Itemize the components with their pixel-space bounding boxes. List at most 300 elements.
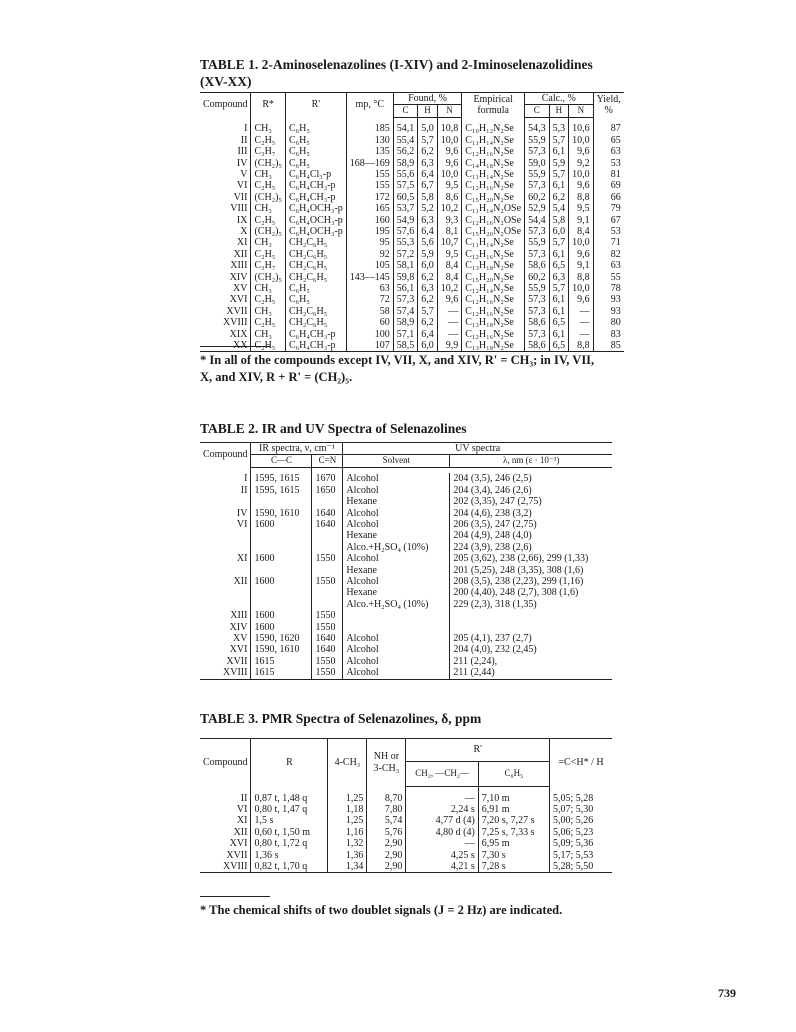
- table-row: [200, 565, 612, 576]
- t3-cell-r: 0,60 t, 1,50 m: [251, 827, 328, 838]
- t1-cell-r: CH₃: [251, 306, 286, 317]
- t2-cell-cc: 1600: [251, 553, 312, 564]
- t2-cell-uv: 208 (3,5), 238 (2,23), 299 (1,16): [453, 575, 584, 587]
- t2-cell-solvent: Alcohol: [343, 473, 450, 484]
- t1-cell-compound: XVIII: [200, 317, 251, 328]
- t1-cell-calc-c: 59,0: [525, 158, 550, 169]
- t1-cell-calc-c: 57,3: [525, 226, 550, 237]
- t2-cell-uv: 224 (3,9), 238 (2,6): [453, 541, 532, 553]
- t1-cell-r: (CH₂)₅: [251, 226, 286, 237]
- t3-cell-nh: 5,74: [367, 815, 406, 826]
- t1-cell-yield: 79: [610, 203, 621, 215]
- t1-cell-calc-c: 57,3: [525, 146, 550, 157]
- t1-cell-found-c: 58,9: [393, 158, 418, 169]
- t1-sub-n2: N: [569, 105, 594, 117]
- t3-cell-vinyl: 5,28; 5,50: [550, 861, 613, 873]
- t2-cell-cc: 1600: [251, 519, 312, 530]
- t1-cell-formula: C₁₀H₁₂N₂Se: [462, 123, 525, 134]
- t2-cell-cc: [251, 587, 312, 598]
- t1-cell-calc-c: 57,3: [525, 329, 550, 340]
- page-number: 739: [718, 986, 736, 1000]
- t1-cell-mp: 165: [346, 203, 393, 214]
- t2-cell-solvent: Hexane: [343, 565, 450, 576]
- t1-cell-formula: C₁₁H₁₄N₂Se: [462, 135, 525, 146]
- t2-cell-uv: 204 (4,9), 248 (4,0): [453, 530, 532, 542]
- table-row: [200, 260, 624, 271]
- t1-cell-found-h: 6,0: [418, 260, 438, 271]
- t3-cell-compound: XI: [200, 815, 251, 826]
- table-row: [200, 226, 624, 237]
- t1-cell-mp: 107: [346, 340, 393, 352]
- t2-cell-cc: 1595, 1615: [251, 485, 312, 496]
- t3-cell-ch2: —: [406, 793, 478, 804]
- t1-cell-calc-h: 6,0: [549, 226, 569, 237]
- t1-cell-calc-c: 55,9: [525, 237, 550, 248]
- t1-cell-mp: 195: [346, 226, 393, 237]
- t2-cell-compound: XII: [200, 576, 251, 587]
- t3-sub-ch2: CH₂, —CH₂—: [406, 762, 478, 787]
- t1-cell-formula: C₁₁H₁₄N₂Se: [462, 169, 525, 180]
- t1-cell-found-c: 56,2: [393, 146, 418, 157]
- t2-cell-cc: [251, 565, 312, 576]
- t2-cell-solvent: Alcohol: [343, 656, 450, 667]
- t3-cell-4ch3: 1,25: [328, 793, 367, 804]
- table-row: [200, 203, 624, 214]
- t1-cell-mp: 185: [346, 123, 393, 134]
- t1-cell-r-prime: C₆H₄CH₃-p: [285, 192, 346, 203]
- t2-cell-uv: 206 (3,5), 247 (2,75): [453, 518, 537, 530]
- t1-cell-yield: 80: [610, 317, 621, 329]
- t1-cell-calc-c: 55,9: [525, 283, 550, 294]
- t1-cell-calc-h: 6,5: [549, 260, 569, 271]
- t2-cell-compound: XV: [200, 633, 251, 644]
- t2-cell-cn: 1550: [312, 610, 343, 621]
- t1-cell-r: CH₃: [251, 123, 286, 134]
- t1-cell-yield: 93: [610, 305, 621, 317]
- t1-cell-calc-h: 6,5: [549, 340, 569, 352]
- t1-cell-yield: 66: [610, 191, 621, 203]
- t1-header-compound: Compound: [200, 93, 251, 118]
- t2-cell-cn: [312, 530, 343, 541]
- t3-cell-compound: VI: [200, 804, 251, 815]
- t1-cell-mp: 100: [346, 329, 393, 340]
- t1-cell-calc-n: —: [569, 306, 594, 317]
- t3-header-compound: Compound: [200, 739, 251, 787]
- t3-cell-4ch3: 1,18: [328, 804, 367, 815]
- t1-cell-compound: X: [200, 226, 251, 237]
- t1-cell-calc-n: 9,2: [569, 158, 594, 169]
- t2-cell-solvent: Hexane: [343, 496, 450, 507]
- t1-cell-found-h: 5,6: [418, 237, 438, 248]
- t1-cell-yield: 53: [610, 157, 621, 169]
- t1-cell-found-c: 58,1: [393, 260, 418, 271]
- t3-cell-ch2: 4,21 s: [406, 861, 478, 873]
- t3-footnote-rule: [200, 896, 270, 897]
- t1-cell-calc-c: 54,3: [525, 123, 550, 134]
- t1-cell-calc-n: 9,6: [569, 294, 594, 305]
- t1-cell-calc-h: 6,2: [549, 192, 569, 203]
- t2-cell-cn: 1640: [312, 519, 343, 530]
- t1-cell-yield: 63: [610, 146, 621, 158]
- t2-cell-uv: 205 (3,62), 238 (2,66), 299 (1,33): [453, 553, 589, 565]
- t1-cell-r-prime: C₆H₄CH₃-p: [285, 340, 346, 352]
- table-row: [200, 644, 612, 655]
- t1-cell-found-n: 8,4: [437, 272, 462, 283]
- t1-cell-found-h: 5,0: [418, 123, 438, 134]
- t2-cell-compound: [200, 587, 251, 598]
- t1-cell-found-n: 9,6: [437, 294, 462, 305]
- t1-cell-found-n: 10,0: [437, 135, 462, 146]
- t1-cell-found-h: 6,4: [418, 329, 438, 340]
- t1-cell-formula: C₁₂H₁₆N₂Se: [462, 294, 525, 305]
- t1-cell-found-n: —: [437, 317, 462, 328]
- t2-cell-uv: 201 (5,25), 248 (3,35), 308 (1,6): [453, 564, 584, 576]
- t3-cell-c6h5: 7,10 m: [478, 793, 549, 804]
- t1-cell-calc-h: 6,5: [549, 317, 569, 328]
- t1-cell-yield: 53: [610, 225, 621, 237]
- t1-header-yield: Yield, %: [593, 93, 624, 118]
- t2-cell-cn: 1550: [312, 656, 343, 667]
- t1-cell-calc-n: 9,6: [569, 249, 594, 260]
- t1-cell-found-h: 5,9: [418, 249, 438, 260]
- t1-cell-calc-n: 9,1: [569, 260, 594, 271]
- t2-cell-compound: XVI: [200, 644, 251, 655]
- t1-cell-calc-h: 6,1: [549, 329, 569, 340]
- table3: [200, 738, 612, 873]
- t1-cell-r: CH₃: [251, 237, 286, 248]
- t1-cell-mp: 168—169: [346, 158, 393, 169]
- table-row: [200, 667, 612, 679]
- t2-sub-cn: C=N: [312, 455, 343, 467]
- t1-cell-yield: 63: [610, 260, 621, 272]
- t3-cell-compound: XVIII: [200, 861, 251, 873]
- t1-cell-compound: XIV: [200, 272, 251, 283]
- t2-cell-compound: XI: [200, 553, 251, 564]
- t1-cell-mp: 160: [346, 215, 393, 226]
- t3-cell-compound: XVI: [200, 838, 251, 849]
- t1-cell-calc-h: 6,1: [549, 146, 569, 157]
- t1-cell-r-prime: C₆H₄OCH₃-p: [285, 203, 346, 214]
- t1-cell-found-c: 54,9: [393, 215, 418, 226]
- t1-sub-c: C: [393, 105, 418, 117]
- t3-cell-r: 0,87 t, 1,48 q: [251, 793, 328, 804]
- t1-cell-compound: VI: [200, 180, 251, 191]
- table-row: [200, 850, 612, 861]
- table-row: [200, 576, 612, 587]
- table-row: [200, 180, 624, 191]
- t2-cell-cc: 1600: [251, 610, 312, 621]
- t2-cell-cn: 1550: [312, 667, 343, 679]
- table-row: [200, 622, 612, 633]
- t1-cell-yield: 78: [610, 283, 621, 294]
- t1-cell-formula: C₁₂H₁₆N₂Se: [462, 249, 525, 260]
- t2-cell-solvent: Alcohol: [343, 667, 450, 679]
- t1-cell-mp: 60: [346, 317, 393, 328]
- t1-cell-r-prime: C₆H₄OCH₃-p: [285, 215, 346, 226]
- t1-cell-r-prime: C₆H₅: [285, 146, 346, 157]
- t1-cell-r: C₂H₅: [251, 215, 286, 226]
- t1-cell-r: CH₃: [251, 169, 286, 180]
- table-row: [200, 192, 624, 203]
- t3-cell-nh: 2,90: [367, 838, 406, 849]
- t1-cell-calc-h: 5,7: [549, 135, 569, 146]
- t1-cell-formula: C₁₄H₁₈N₂Se: [462, 158, 525, 169]
- table-row: [200, 793, 612, 804]
- t3-cell-ch2: —: [406, 838, 478, 849]
- table-row: [200, 656, 612, 667]
- t1-cell-calc-n: 10,0: [569, 169, 594, 180]
- table-row: [200, 485, 612, 496]
- table-row: [200, 215, 624, 226]
- t1-cell-yield: 55: [610, 271, 621, 283]
- t1-cell-calc-c: 55,9: [525, 135, 550, 146]
- t2-cell-cc: 1600: [251, 576, 312, 587]
- t1-cell-calc-c: 57,3: [525, 249, 550, 260]
- t1-cell-found-n: 10,7: [437, 237, 462, 248]
- t2-cell-cc: 1590, 1610: [251, 644, 312, 655]
- t1-cell-r-prime: C₆H₅: [285, 294, 346, 305]
- t1-cell-found-c: 55,3: [393, 237, 418, 248]
- t3-cell-r: 1,36 s: [251, 850, 328, 861]
- t1-cell-found-c: 58,5: [393, 340, 418, 352]
- t3-cell-compound: XVII: [200, 850, 251, 861]
- t2-cell-solvent: Alcohol: [343, 633, 450, 644]
- t1-cell-calc-c: 55,9: [525, 169, 550, 180]
- t1-cell-formula: C₁₅H₂₀N₂Se: [462, 192, 525, 203]
- table3-caption: TABLE 3. PMR Spectra of Selenazolines, δ, ppm: [200, 711, 482, 726]
- t2-cell-cn: 1640: [312, 508, 343, 519]
- t1-cell-found-n: 9,6: [437, 158, 462, 169]
- t1-header-found: Found, %: [393, 93, 462, 105]
- t1-cell-r-prime: C₆H₅: [285, 123, 346, 134]
- t2-cell-solvent: [343, 622, 450, 633]
- t1-cell-found-n: 8,1: [437, 226, 462, 237]
- t1-cell-compound: I: [200, 123, 251, 134]
- t1-cell-compound: IX: [200, 215, 251, 226]
- t1-cell-found-c: 60,5: [393, 192, 418, 203]
- t2-cell-cc: 1615: [251, 656, 312, 667]
- t2-cell-solvent: Alcohol: [343, 508, 450, 519]
- t1-cell-mp: 155: [346, 180, 393, 191]
- t3-cell-vinyl: 5,07; 5,30: [553, 803, 594, 815]
- t1-cell-found-c: 54,1: [393, 123, 418, 134]
- t1-cell-found-h: 6,2: [418, 272, 438, 283]
- t1-cell-found-n: 9,6: [437, 146, 462, 157]
- t2-cell-compound: XVII: [200, 656, 251, 667]
- t2-cell-compound: IV: [200, 508, 251, 519]
- t1-cell-r-prime: C₆H₅: [285, 283, 346, 294]
- table-row: [200, 530, 612, 541]
- table-row: [200, 553, 612, 564]
- t2-cell-solvent: Alco.+H₂SO₄ (10%): [343, 599, 450, 610]
- t1-cell-found-n: —: [437, 306, 462, 317]
- table-row: [200, 587, 612, 598]
- t1-cell-compound: XX: [200, 340, 251, 352]
- table-row: [200, 633, 612, 644]
- t1-cell-found-n: 10,2: [437, 203, 462, 214]
- t1-cell-r: CH₃: [251, 283, 286, 294]
- t1-cell-found-n: 10,0: [437, 169, 462, 180]
- table-row: [200, 249, 624, 260]
- t2-cell-solvent: Alcohol: [343, 553, 450, 564]
- t2-cell-uv: 204 (4,6), 238 (3,2): [453, 507, 532, 519]
- t1-cell-found-n: 9,3: [437, 215, 462, 226]
- t1-cell-found-h: 6,3: [418, 283, 438, 294]
- t1-cell-calc-n: 9,5: [569, 203, 594, 214]
- t1-cell-mp: 72: [346, 294, 393, 305]
- t1-cell-found-h: 6,4: [418, 169, 438, 180]
- t2-cell-uv: 204 (3,4), 246 (2,6): [453, 484, 532, 496]
- t1-cell-mp: 130: [346, 135, 393, 146]
- t2-cell-cc: [251, 530, 312, 541]
- table-row: [200, 306, 624, 317]
- t3-header-r-prime: R': [406, 739, 550, 762]
- t1-cell-r-prime: C₆H₅: [285, 135, 346, 146]
- table1-caption: TABLE 1. 2-Aminoselenazolines (I-XIV) and 2-Iminoselenazolidines (XV-XX): [200, 57, 593, 89]
- t1-cell-found-c: 57,2: [393, 249, 418, 260]
- table1: [200, 92, 624, 352]
- t2-cell-solvent: Hexane: [343, 587, 450, 598]
- t2-cell-compound: II: [200, 485, 251, 496]
- t1-cell-compound: XII: [200, 249, 251, 260]
- t1-cell-r-prime: C₆H₄CH₃-p: [285, 329, 346, 340]
- t1-cell-calc-c: 58,6: [525, 260, 550, 271]
- t2-cell-cc: [251, 599, 312, 610]
- t1-cell-calc-h: 5,8: [549, 215, 569, 226]
- t1-cell-yield: 83: [610, 328, 621, 340]
- t1-cell-calc-c: 60,2: [525, 192, 550, 203]
- t1-cell-yield: 85: [593, 340, 624, 352]
- t2-cell-cc: [251, 496, 312, 507]
- t2-cell-cc: 1615: [251, 667, 312, 679]
- t1-cell-mp: 58: [346, 306, 393, 317]
- t1-cell-yield: 82: [610, 248, 621, 260]
- t1-cell-calc-h: 6,3: [549, 272, 569, 283]
- t1-cell-r: C₂H₅: [251, 180, 286, 191]
- table-row: [200, 542, 612, 553]
- t2-cell-solvent: Alcohol: [343, 519, 450, 530]
- t2-cell-uv: 229 (2,3), 318 (1,35): [453, 598, 537, 610]
- t3-cell-4ch3: 1,34: [328, 861, 367, 873]
- t1-cell-r: CH₃: [251, 329, 286, 340]
- t1-cell-r: CH₃: [251, 203, 286, 214]
- t2-cell-cn: 1650: [312, 485, 343, 496]
- t1-cell-yield: 65: [610, 134, 621, 146]
- t1-cell-found-n: 10,2: [437, 283, 462, 294]
- t1-cell-calc-h: 5,7: [549, 169, 569, 180]
- t2-cell-compound: [200, 496, 251, 507]
- table-row: [200, 599, 612, 610]
- t1-sub-c2: C: [525, 105, 550, 117]
- t1-cell-found-n: 8,4: [437, 260, 462, 271]
- t1-header-formula: Empirical formula: [462, 93, 525, 118]
- t3-cell-ch2: 4,25 s: [406, 850, 478, 861]
- t3-header-4ch3: 4-CH₃: [328, 739, 367, 787]
- t3-cell-c6h5: 7,28 s: [478, 861, 549, 873]
- t1-cell-yield: 93: [610, 294, 621, 306]
- t2-cell-compound: [200, 542, 251, 553]
- table-row: [200, 146, 624, 157]
- t1-cell-compound: V: [200, 169, 251, 180]
- table-row: [200, 861, 612, 873]
- table-row: [200, 519, 612, 530]
- t1-cell-mp: 105: [346, 260, 393, 271]
- t3-cell-c6h5: 7,20 s, 7,27 s: [478, 815, 549, 826]
- t1-cell-calc-n: 10,0: [569, 237, 594, 248]
- t1-cell-yield: 69: [610, 180, 621, 192]
- t1-header-calc: Calc., %: [525, 93, 594, 105]
- t1-cell-yield: 81: [610, 168, 621, 180]
- t1-cell-mp: 92: [346, 249, 393, 260]
- t1-cell-found-h: 5,8: [418, 192, 438, 203]
- t1-cell-found-c: 57,1: [393, 329, 418, 340]
- t1-cell-mp: 135: [346, 146, 393, 157]
- t1-cell-found-c: 57,5: [393, 180, 418, 191]
- t2-cell-compound: [200, 599, 251, 610]
- t1-cell-formula: C₁₃H₁₈N₂Se: [462, 340, 525, 352]
- table-row: [200, 496, 612, 507]
- t3-cell-ch2: 2,24 s: [406, 804, 478, 815]
- t3-cell-nh: 2,90: [367, 850, 406, 861]
- t1-cell-calc-c: 60,2: [525, 272, 550, 283]
- t1-cell-calc-n: 9,6: [569, 146, 594, 157]
- t1-cell-formula: C₁₃H₁₈N₂Se: [462, 260, 525, 271]
- t1-cell-calc-h: 5,7: [549, 283, 569, 294]
- table-row: [200, 237, 624, 248]
- t1-cell-compound: XIX: [200, 329, 251, 340]
- t1-cell-calc-n: —: [569, 329, 594, 340]
- t1-cell-compound: II: [200, 135, 251, 146]
- table-row: [200, 283, 624, 294]
- t1-cell-r: C₃H₇: [251, 146, 286, 157]
- t1-sub-h: H: [418, 105, 438, 117]
- table-row: [200, 294, 624, 305]
- t1-cell-found-n: —: [437, 329, 462, 340]
- t1-cell-found-c: 58,9: [393, 317, 418, 328]
- t1-sub-h2: H: [549, 105, 569, 117]
- t2-cell-cc: [251, 542, 312, 553]
- t2-cell-cn: [312, 496, 343, 507]
- t1-cell-r-prime: CH₂C₆H₅: [285, 306, 346, 317]
- t1-cell-found-h: 6,2: [418, 146, 438, 157]
- t3-cell-vinyl: 5,09; 5,36: [553, 838, 594, 850]
- table-row: [200, 473, 612, 484]
- t1-cell-formula: C₁₁H₁₄N₂OSe: [462, 203, 525, 214]
- t1-cell-compound: III: [200, 146, 251, 157]
- t1-cell-mp: 63: [346, 283, 393, 294]
- table2-caption: TABLE 2. IR and UV Spectra of Selenazolines: [200, 421, 467, 436]
- t2-cell-cc: 1590, 1620: [251, 633, 312, 644]
- t1-cell-found-c: 55,6: [393, 169, 418, 180]
- t2-header-compound: Compound: [200, 443, 251, 468]
- t1-cell-r-prime: CH₂C₆H₅: [285, 272, 346, 283]
- table-row: [200, 317, 624, 328]
- t1-cell-compound: XI: [200, 237, 251, 248]
- t1-cell-calc-h: 5,3: [549, 123, 569, 134]
- t1-cell-calc-n: 10,0: [569, 283, 594, 294]
- t3-cell-r: 0,80 t, 1,72 q: [251, 838, 328, 849]
- t3-cell-nh: 7,80: [367, 804, 406, 815]
- t2-cell-cn: [312, 542, 343, 553]
- t2-cell-uv: 204 (3,5), 246 (2,5): [453, 473, 532, 485]
- t1-cell-r: C₂H₅: [251, 135, 286, 146]
- t2-cell-cn: 1550: [312, 553, 343, 564]
- t1-cell-found-h: 6,4: [418, 226, 438, 237]
- t1-cell-found-h: 5,2: [418, 203, 438, 214]
- t2-cell-uv: 202 (3,35), 247 (2,75): [453, 496, 542, 508]
- t3-cell-4ch3: 1,36: [328, 850, 367, 861]
- t1-cell-calc-h: 6,1: [549, 249, 569, 260]
